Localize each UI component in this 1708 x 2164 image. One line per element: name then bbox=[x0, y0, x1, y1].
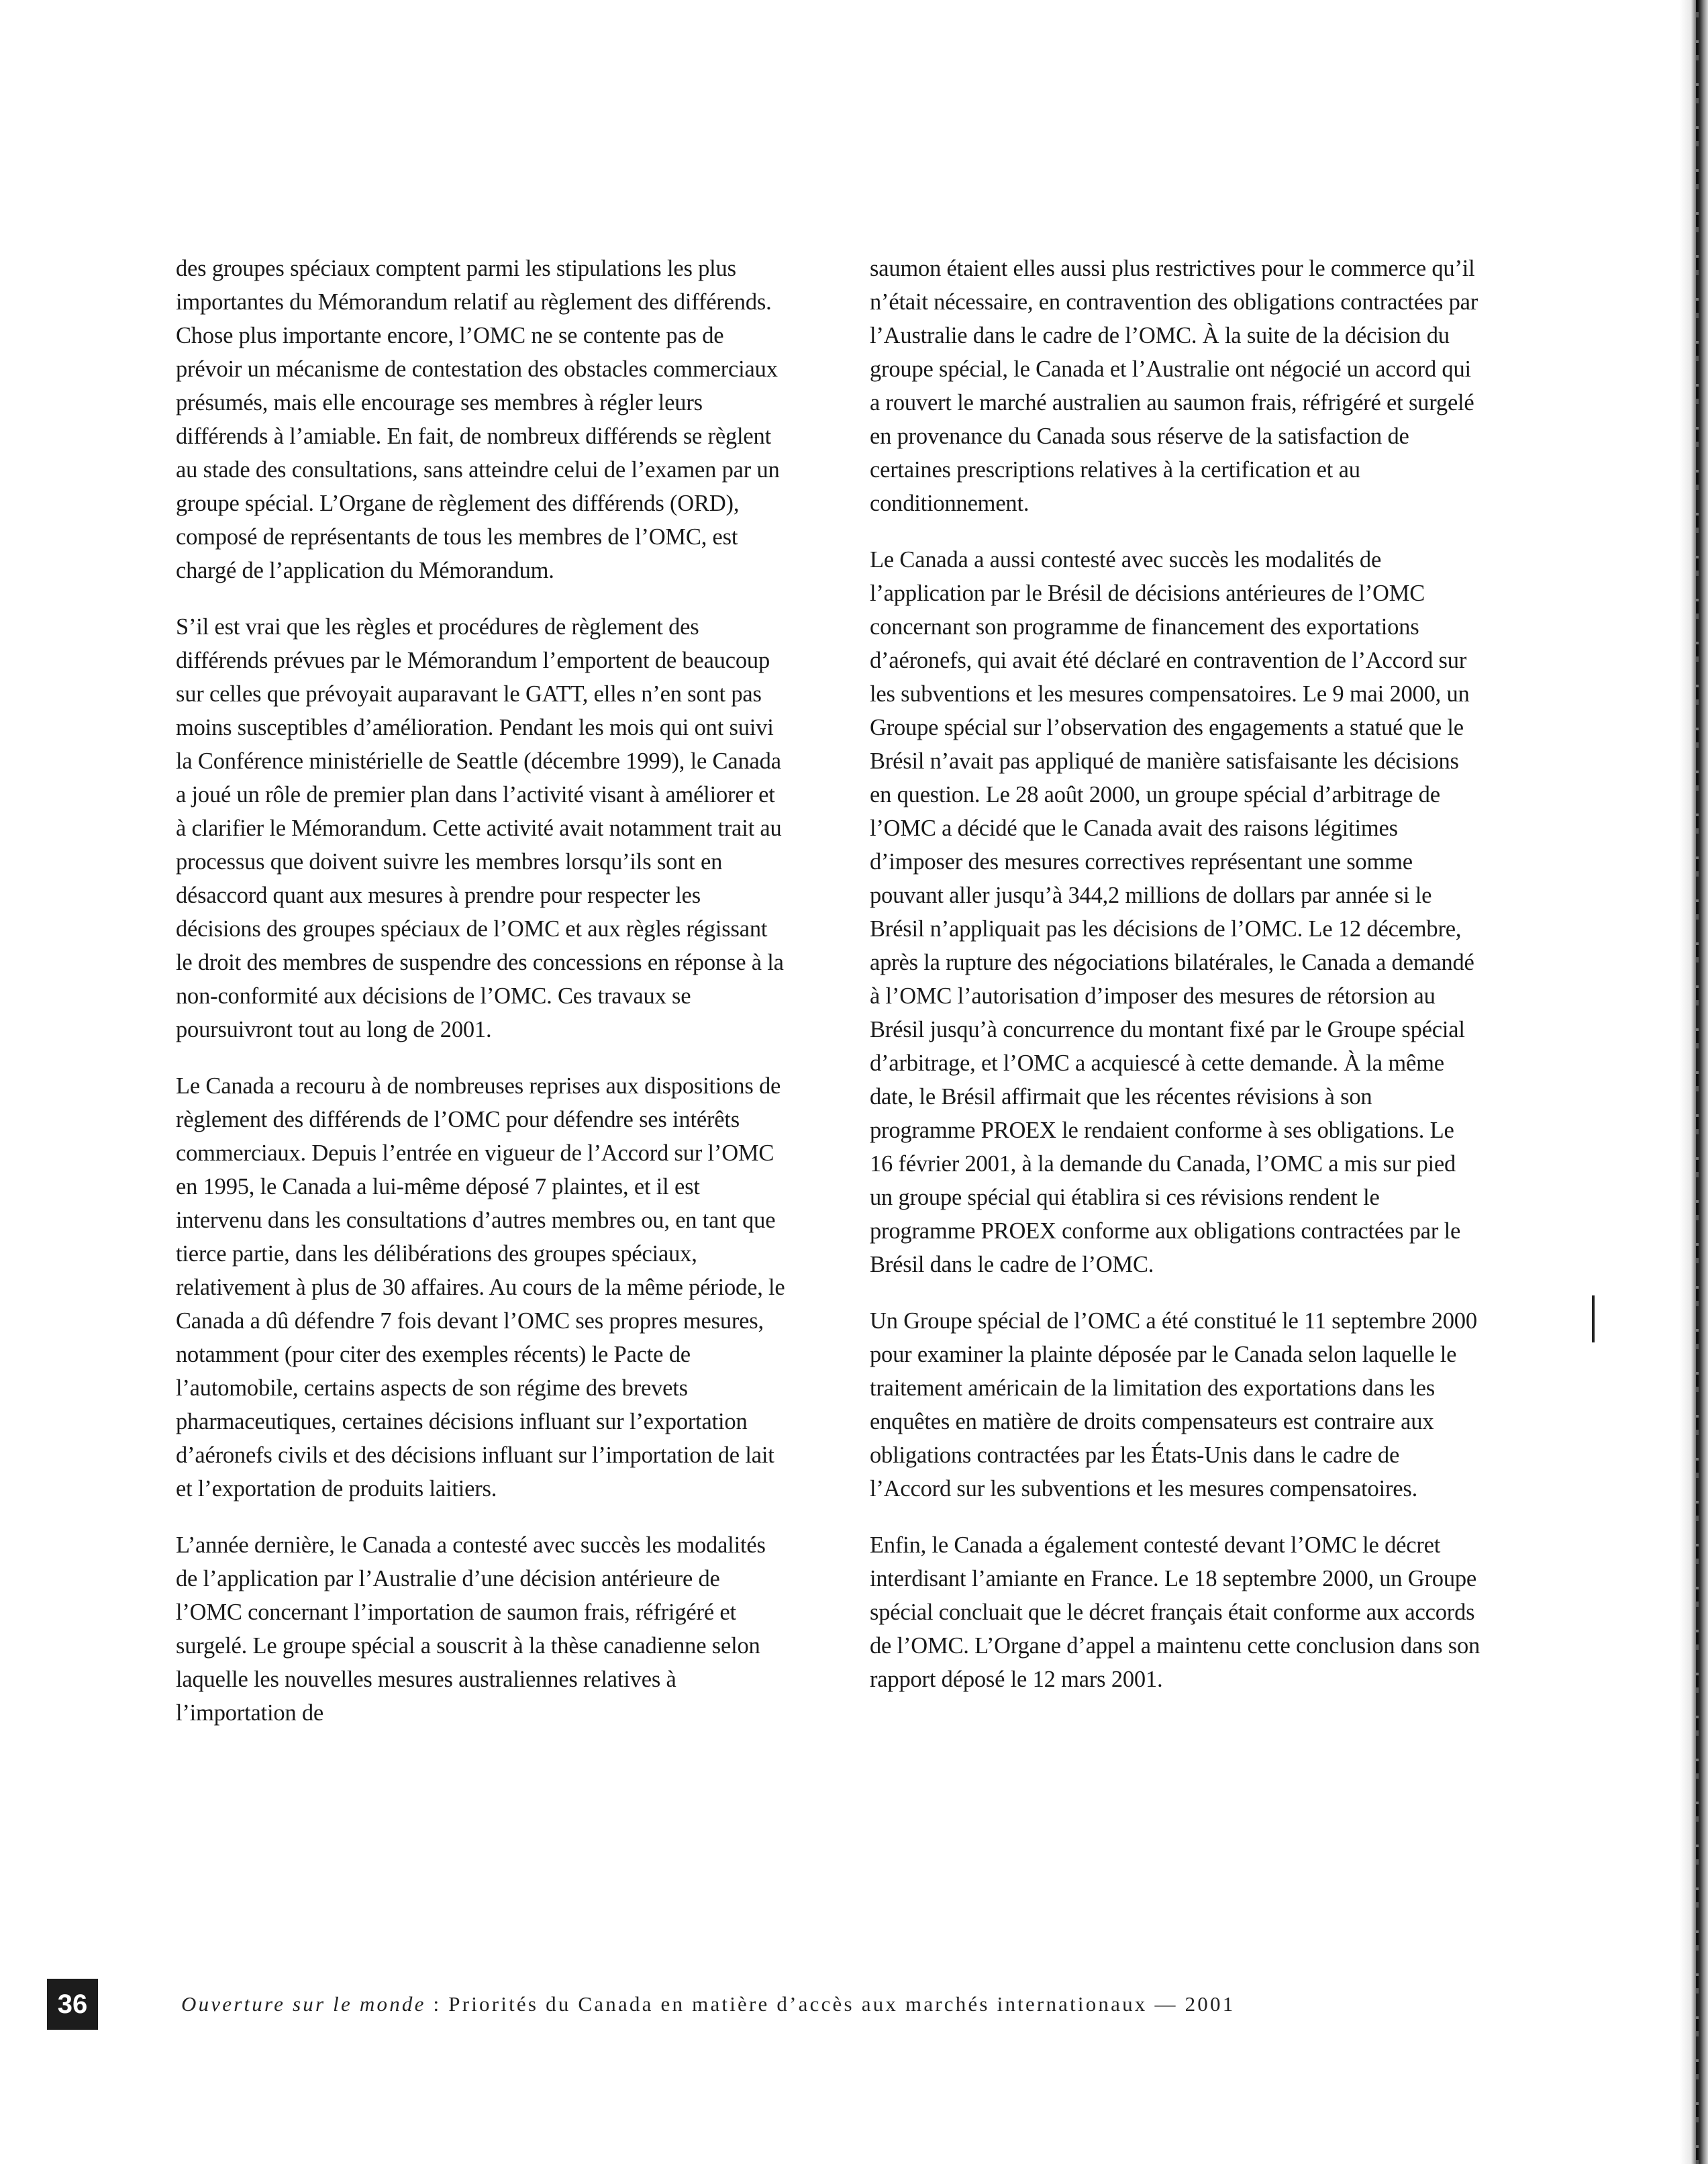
paragraph-right-1: saumon étaient elles aussi plus restrictives pour le commerce qu’il n’était nécessaire, en contravention des obligations contractées par l’Australie dans le cadre de l’OMC. À la suite de la décision du groupe spécial, le Canada et l’Australie ont négocié un accord qui a rouvert le marché australien au saumon frais, réfrigéré et surgelé en provenance du Canada sous réserve de la satisfaction de certaines prescriptions relatives à la certification et au conditionnement. bbox=[870, 256, 1478, 516]
running-title-rest: : Priorités du Canada en matière d’accès aux marchés internationaux — 2001 bbox=[425, 1992, 1236, 2016]
paragraph-left-4: L’année dernière, le Canada a contesté avec succès les modalités de l’application par l’Australie d’une décision antérieure de l’OMC concernant l’importation de saumon frais, réfrigéré et surgelé. Le groupe spécial a souscrit à la thèse canadienne selon laquelle les nouvelles mesures australiennes relatives à l’importation de bbox=[176, 1532, 766, 1726]
paragraph-left-3: Le Canada a recouru à de nombreuses reprises aux dispositions de règlement des différends de l’OMC pour défendre ses intérêts commerciaux. Depuis l’entrée en vigueur de l’Accord sur l’OMC en 1995, le Canada a lui-même déposé 7 plaintes, et il est intervenu dans les consultations d’autres membres ou, en tant que tierce partie, dans les délibérations des groupes spéciaux, relativement à plus de 30 affaires. Au cours de la même période, le Canada a dû défendre 7 fois devant l’OMC ses propres mesures, notamment (pour citer des exemples récents) le Pacte de l’automobile, certains aspects de son régime des brevets pharmaceutiques, certaines décisions influant sur l’exportation d’aéronefs civils et des décisions influant sur l’importation de lait et l’exportation de produits laitiers. bbox=[176, 1073, 785, 1502]
scan-artifact-mark bbox=[1592, 1295, 1595, 1342]
right-column bbox=[870, 252, 1480, 1719]
paragraph-left-2: S’il est vrai que les règles et procédures de règlement des différends prévues par le Mémorandum l’emportent de beaucoup sur celles que prévoyait auparavant le GATT, elles n’en sont pas moins susceptibles d’amélioration. Pendant les mois qui ont suivi la Conférence ministérielle de Seattle (décembre 1999), le Canada a joué un rôle de premier plan dans l’activité visant à améliorer et à clarifier le Mémorandum. Cette activité avait notamment trait au processus que doivent suivre les membres lorsqu’ils sont en désaccord quant aux mesures à prendre pour respecter les décisions des groupes spéciaux de l’OMC et aux règles régissant le droit des membres de suspendre des concessions en réponse à la non-conformité aux décisions de l’OMC. Ces travaux se poursuivront tout au long de 2001. bbox=[176, 614, 784, 1042]
paragraph-right-3: Un Groupe spécial de l’OMC a été constitué le 11 septembre 2000 pour examiner la plainte déposée par le Canada selon laquelle le traitement américain de la limitation des exportations dans les enquêtes en matière de droits compensateurs est contraire aux obligations contractées par les États-Unis dans le cadre de l’Accord sur les subventions et les mesures compensatoires. bbox=[870, 1308, 1477, 1502]
paragraph-left-1: des groupes spéciaux comptent parmi les stipulations les plus importantes du Mémorandum relatif au règlement des différends. Chose plus importante encore, l’OMC ne se contente pas de prévoir un mécanisme de contestation des obstacles commerciaux présumés, mais elle encourage ses membres à régler leurs différends à l’amiable. En fait, de nombreux différends se règlent au stade des consultations, sans atteindre celui de l’examen par un groupe spécial. L’Organe de règlement des différends (ORD), composé de représentants de tous les membres de l’OMC, est chargé de l’application du Mémorandum. bbox=[176, 256, 780, 583]
page-footer bbox=[47, 1979, 1463, 2030]
running-title-italic: Ouverture sur le monde bbox=[181, 1992, 426, 2016]
scan-binding-edge bbox=[1680, 0, 1708, 2164]
left-column bbox=[176, 252, 787, 1753]
page-number-badge: 36 bbox=[47, 1979, 98, 2030]
paragraph-right-2: Le Canada a aussi contesté avec succès les modalités de l’application par le Brésil de décisions antérieures de l’OMC concernant son programme de financement des exportations d’aéronefs, qui avait été déclaré en contravention de l’Accord sur les subventions et les mesures compensatoires. Le 9 mai 2000, un Groupe spécial sur l’observation des engagements a statué que le Brésil n’avait pas appliqué de manière satisfaisante les décisions en question. Le 28 août 2000, un groupe spécial d’arbitrage de l’OMC a décidé que le Canada avait des raisons légitimes d’imposer des mesures correctives représentant une somme pouvant aller jusqu’à 344,2 millions de dollars par année si le Brésil n’appliquait pas les décisions de l’OMC. Le 12 décembre, après la rupture des négociations bilatérales, le Canada a demandé à l’OMC l’autorisation d’imposer des mesures de rétorsion au Brésil jusqu’à concurrence du montant fixé par le Groupe spécial d’arbitrage, et l’OMC a acquiescé à cette demande. À la même date, le Brésil affirmait que les récentes révisions à son programme PROEX le rendaient conforme à ses obligations. Le 16 février 2001, à la demande du Canada, l’OMC a mis sur pied un groupe spécial qui établira si ces révisions rendent le programme PROEX conforme aux obligations contractées par le Brésil dans le cadre de l’OMC. bbox=[870, 547, 1474, 1277]
paragraph-right-4: Enfin, le Canada a également contesté devant l’OMC le décret interdisant l’amiante en France. Le 18 septembre 2000, un Groupe spécial concluait que le décret français était conforme aux accords de l’OMC. L’Organe d’appel a maintenu cette conclusion dans son rapport déposé le 12 mars 2001. bbox=[870, 1532, 1480, 1692]
running-title bbox=[181, 1992, 1235, 2016]
